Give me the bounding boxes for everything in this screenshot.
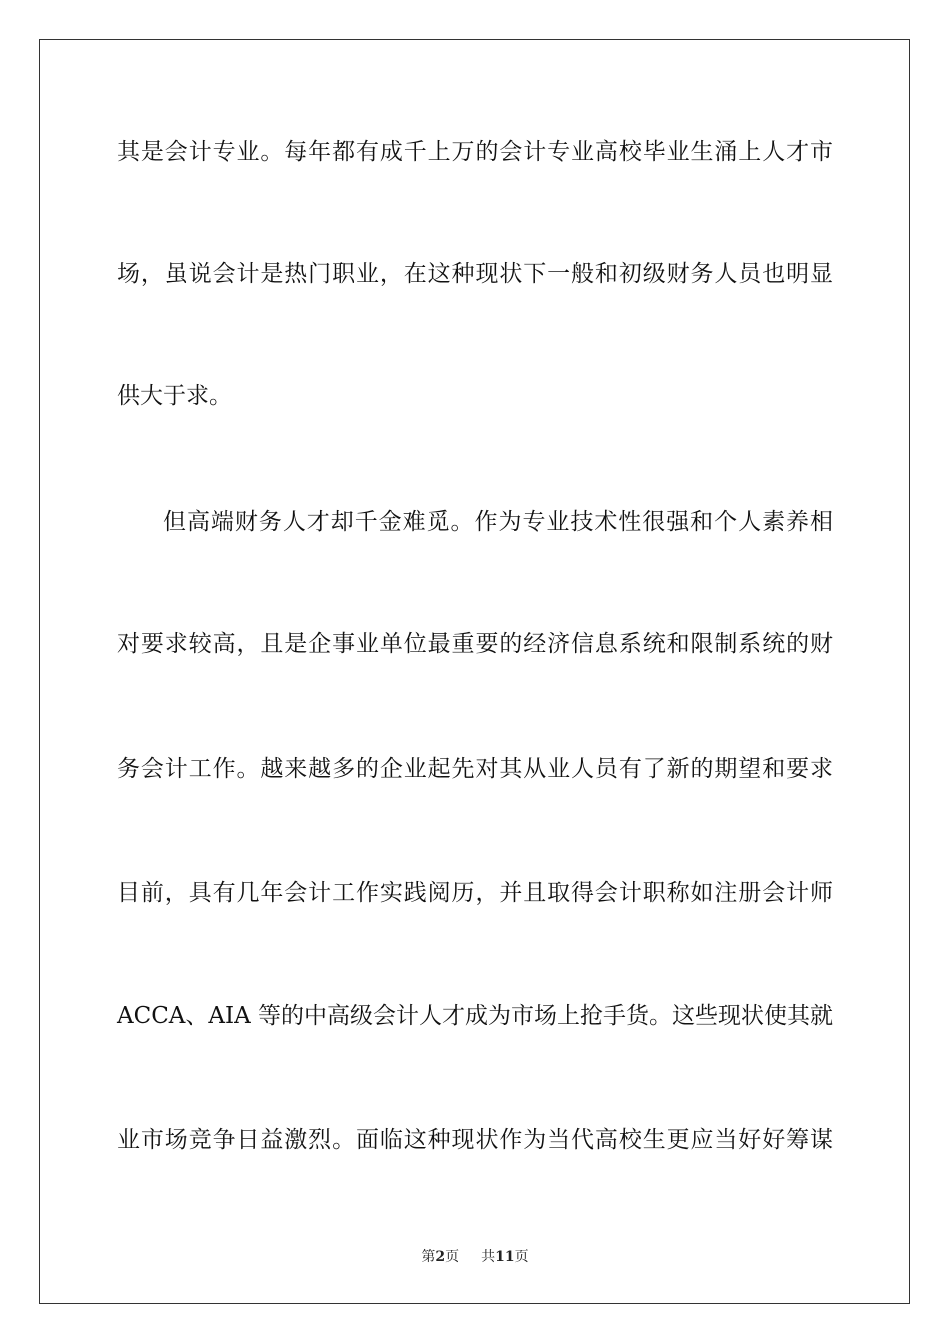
page-border xyxy=(39,39,910,1304)
page-suffix: 页 xyxy=(445,1249,460,1265)
text-line-3: 供大于求。 xyxy=(117,383,232,409)
text-line-1: 其是会计专业。每年都有成千上万的会计专业高校毕业生涌上人才市 xyxy=(117,139,833,165)
text-line-6: 务会计工作。越来越多的企业起先对其从业人员有了新的期望和要求 xyxy=(117,756,833,782)
text-line-5: 对要求较高，且是企事业单位最重要的经济信息系统和限制系统的财 xyxy=(117,631,833,657)
total-suffix: 页 xyxy=(514,1249,529,1265)
text-line-9: 业市场竞争日益激烈。面临这种现状作为当代高校生更应当好好筹谋 xyxy=(117,1127,833,1153)
text-line-7: 目前，具有几年会计工作实践阅历，并且取得会计职称如注册会计师 xyxy=(117,880,833,906)
text-line-8: ACCA、AIA 等的中高级会计人才成为市场上抢手货。这些现状使其就 xyxy=(117,1003,834,1029)
total-prefix: 共 xyxy=(481,1249,496,1265)
total-pages: 11 xyxy=(495,1249,515,1265)
page-number: 2 xyxy=(435,1249,446,1265)
text-line-2: 场，虽说会计是热门职业，在这种现状下一般和初级财务人员也明显 xyxy=(117,261,833,287)
text-line-4: 但高端财务人才却千金难觅。作为专业技术性很强和个人素养相 xyxy=(163,509,833,535)
page-footer xyxy=(0,1246,950,1266)
page-prefix: 第 xyxy=(421,1249,436,1265)
